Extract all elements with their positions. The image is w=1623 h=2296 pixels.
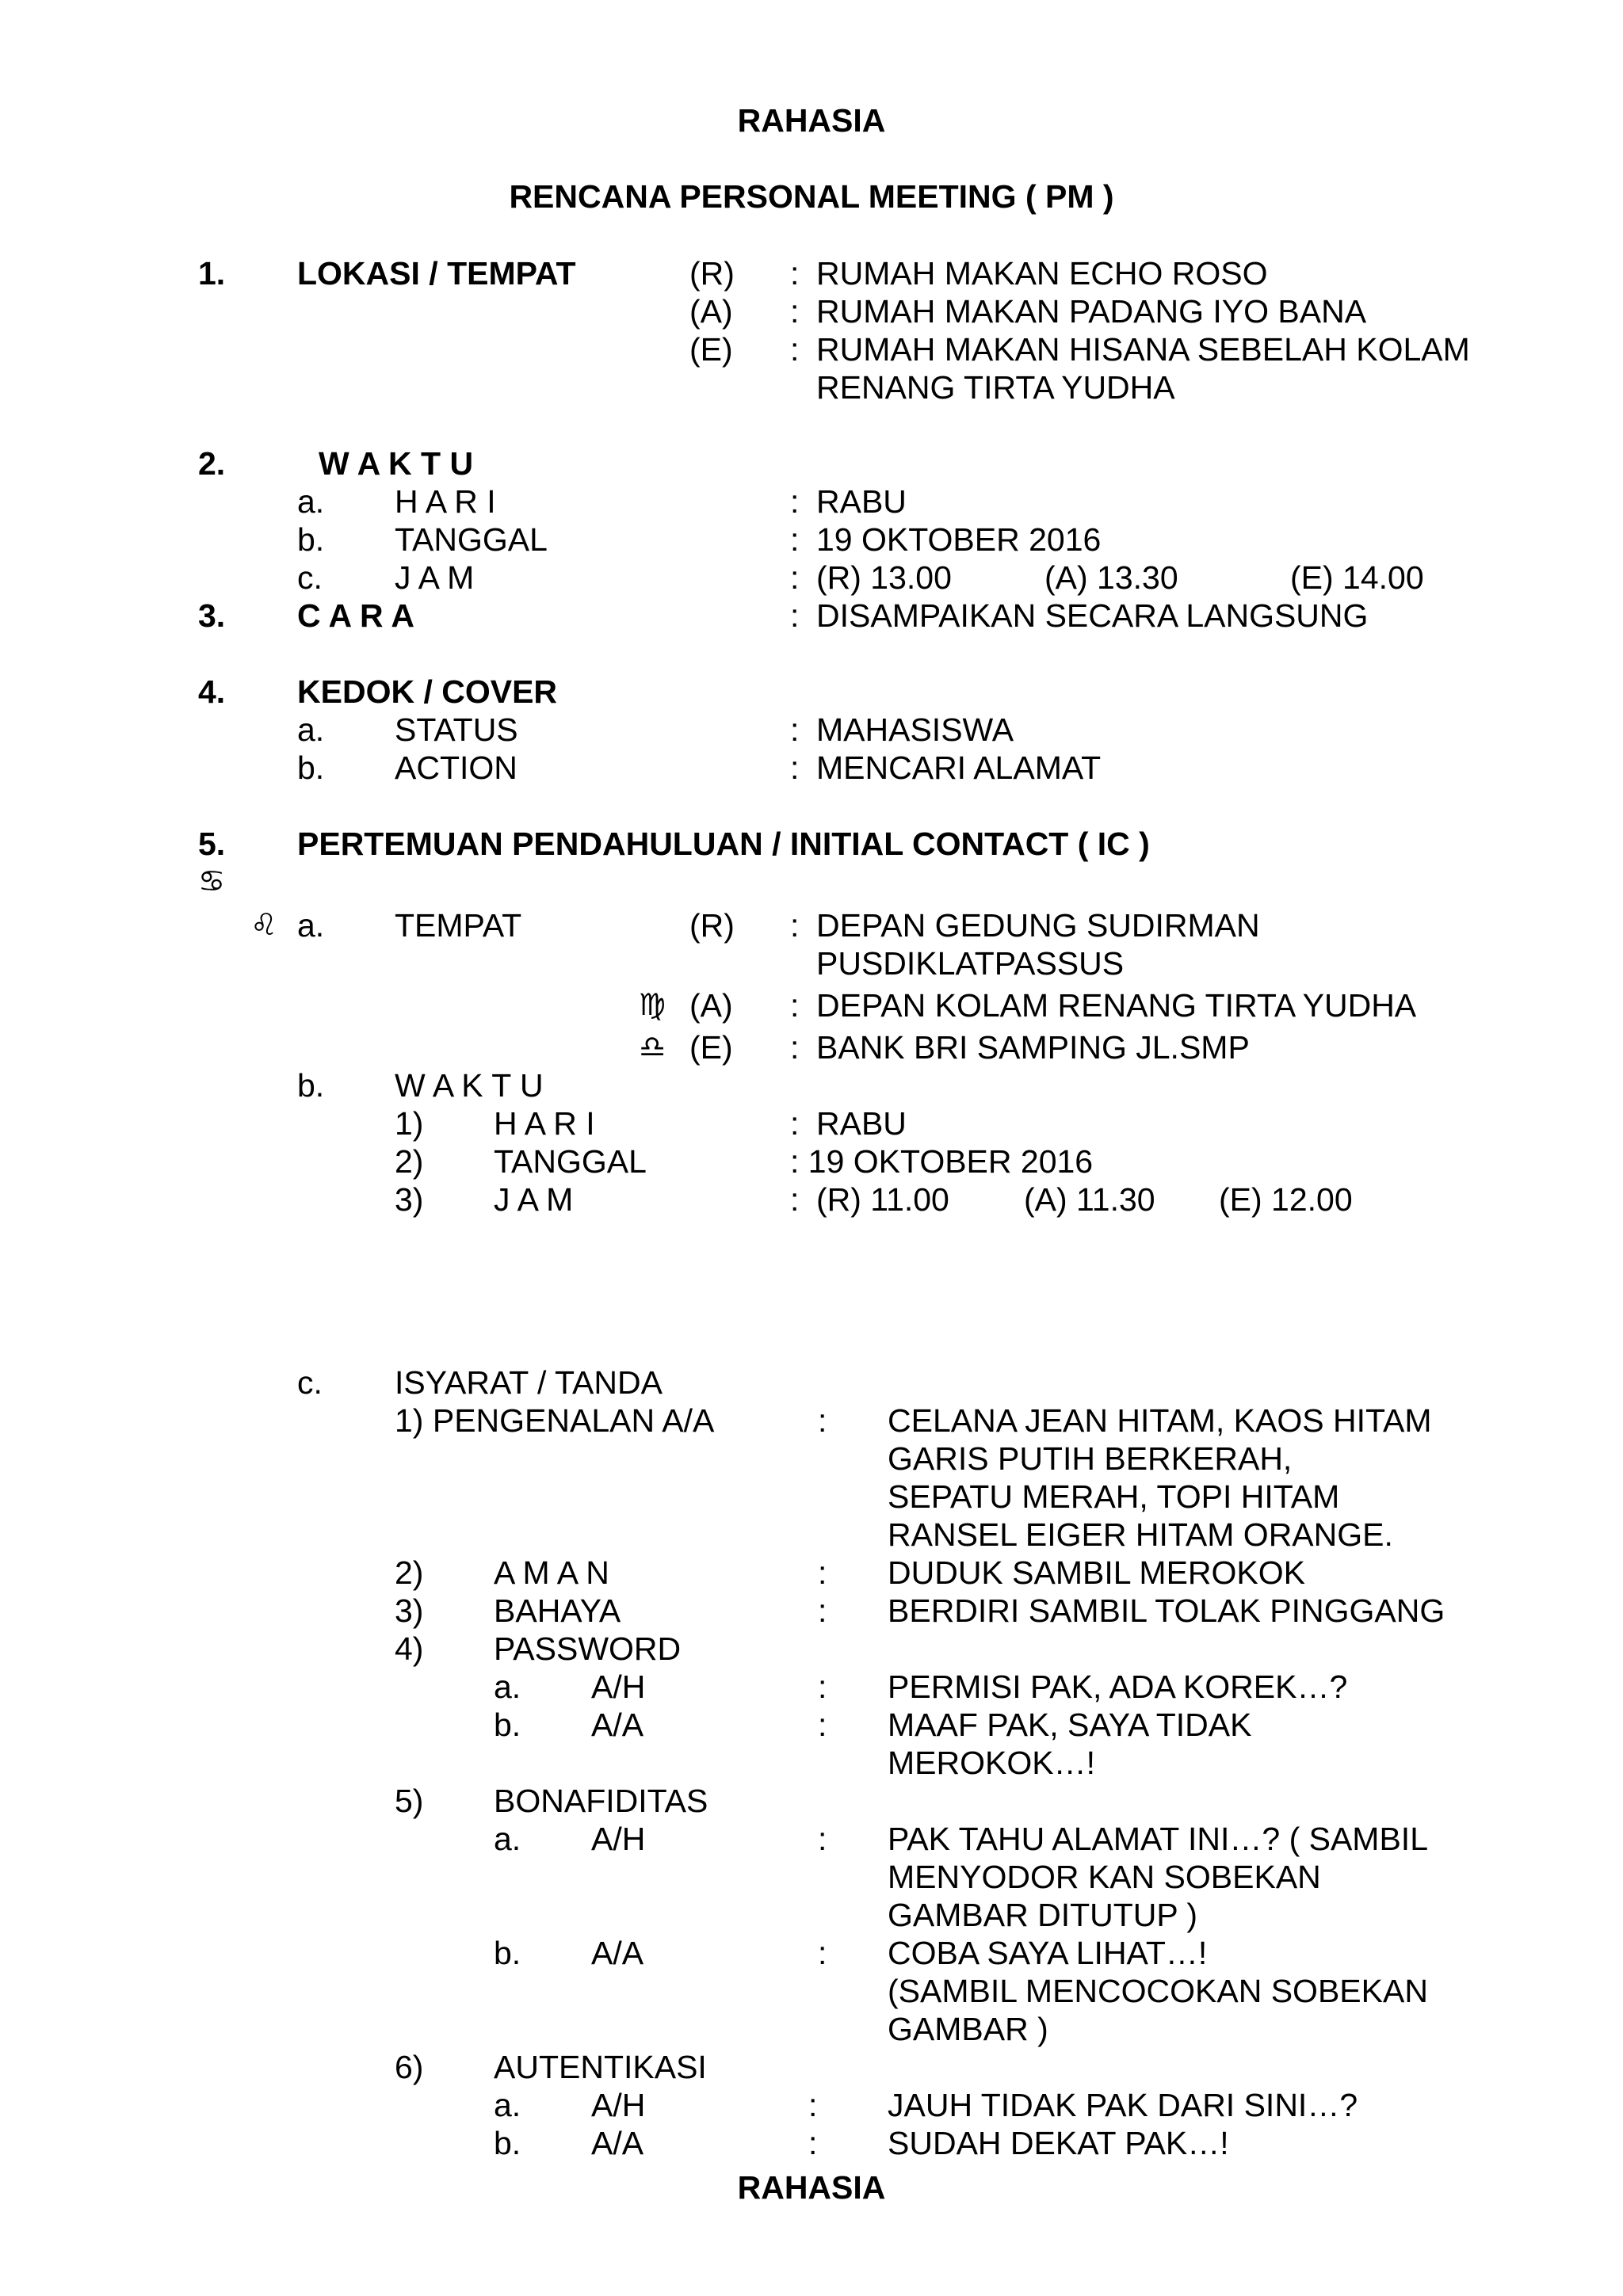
subitem-label-autentikasi: AUTENTIKASI <box>494 2049 707 2085</box>
item-letter: a. <box>297 483 325 520</box>
colon: : <box>790 711 800 748</box>
colon: : <box>818 1935 827 1971</box>
bonafiditas-line: GAMBAR ) <box>888 2011 1048 2047</box>
item-label-jam: J A M <box>395 559 475 596</box>
colon: : <box>790 559 800 596</box>
item-label-action: ACTION <box>395 749 517 786</box>
password-line: MEROKOK…! <box>888 1745 1095 1781</box>
colon: : <box>790 293 800 330</box>
item-value-action: MENCARI ALAMAT <box>816 749 1102 786</box>
section-heading-lokasi: LOKASI / TEMPAT <box>297 255 576 292</box>
subitem-number: 6) <box>395 2049 424 2085</box>
pengenalan-line: CELANA JEAN HITAM, KAOS HITAM <box>888 1402 1432 1439</box>
colon: : <box>790 749 800 786</box>
speaker: A/H <box>591 2087 646 2123</box>
subitem-value-hari: RABU <box>816 1105 907 1142</box>
subitem-label-jam: J A M <box>494 1181 574 1218</box>
colon: : <box>790 907 800 944</box>
colon: : <box>808 2125 818 2161</box>
place-value-a: DEPAN KOLAM RENANG TIRTA YUDHA <box>816 987 1417 1024</box>
pengenalan-line: RANSEL EIGER HITAM ORANGE. <box>888 1516 1393 1553</box>
subitem-value-tanggal: : 19 OKTOBER 2016 <box>790 1143 1094 1180</box>
sub-letter: b. <box>494 1935 521 1971</box>
location-value-a: RUMAH MAKAN PADANG IYO BANA <box>816 293 1367 330</box>
virgo-symbol-icon: ♍ <box>639 987 666 1022</box>
autentikasi-line: JAUH TIDAK PAK DARI SINI…? <box>888 2087 1358 2123</box>
subitem-number: 2) <box>395 1554 424 1591</box>
time-a: (A) 11.30 <box>1024 1181 1155 1218</box>
speaker: A/H <box>591 1821 646 1857</box>
section-heading-cara: C A R A <box>297 597 415 634</box>
place-code-a: (A) <box>689 987 733 1024</box>
subitem-label-bahaya: BAHAYA <box>494 1592 621 1629</box>
item-label-isyarat: ISYARAT / TANDA <box>395 1364 663 1401</box>
colon: : <box>818 1554 827 1591</box>
time-r: (R) 13.00 <box>816 559 952 596</box>
item-letter: c. <box>297 1364 323 1401</box>
section-number: 5. <box>198 826 226 862</box>
time-e: (E) 12.00 <box>1219 1181 1353 1218</box>
subitem-value-aman: DUDUK SAMBIL MEROKOK <box>888 1554 1306 1591</box>
colon: : <box>818 1707 827 1743</box>
password-line: PERMISI PAK, ADA KOREK…? <box>888 1669 1348 1705</box>
section-number: 4. <box>198 673 226 710</box>
section-heading-waktu: W A K T U <box>319 445 474 482</box>
leo-symbol-icon: ♌ <box>250 907 278 942</box>
subitem-number: 2) <box>395 1143 424 1180</box>
cancer-symbol-icon: ♋ <box>198 864 226 898</box>
section-heading-pertemuan: PERTEMUAN PENDAHULUAN / INITIAL CONTACT ( IC ) <box>297 826 1150 862</box>
colon: : <box>818 1669 827 1705</box>
password-line: MAAF PAK, SAYA TIDAK <box>888 1707 1252 1743</box>
location-value-e: RUMAH MAKAN HISANA SEBELAH KOLAM <box>816 331 1470 368</box>
location-code-e: (E) <box>689 331 733 368</box>
item-label-tempat: TEMPAT <box>395 907 522 944</box>
colon: : <box>790 1029 800 1066</box>
place-value-r: DEPAN GEDUNG SUDIRMAN <box>816 907 1260 944</box>
cara-value: DISAMPAIKAN SECARA LANGSUNG <box>816 597 1369 634</box>
item-label-status: STATUS <box>395 711 518 748</box>
speaker: A/A <box>591 2125 644 2161</box>
time-e: (E) 14.00 <box>1290 559 1424 596</box>
bonafiditas-line: PAK TAHU ALAMAT INI…? ( SAMBIL <box>888 1821 1429 1857</box>
item-label-waktu: W A K T U <box>395 1067 544 1104</box>
item-letter: a. <box>297 711 325 748</box>
place-value-e: BANK BRI SAMPING JL.SMP <box>816 1029 1250 1066</box>
subitem-label-tanggal: TANGGAL <box>494 1143 647 1180</box>
time-a: (A) 13.30 <box>1044 559 1178 596</box>
item-label-tanggal: TANGGAL <box>395 521 548 558</box>
colon: : <box>790 1105 800 1142</box>
location-value-r: RUMAH MAKAN ECHO ROSO <box>816 255 1268 292</box>
bonafiditas-line: COBA SAYA LIHAT…! <box>888 1935 1208 1971</box>
time-r: (R) 11.00 <box>816 1181 949 1218</box>
subitem-label-bonafiditas: BONAFIDITAS <box>494 1783 708 1819</box>
colon: : <box>790 255 800 292</box>
place-code-e: (E) <box>689 1029 733 1066</box>
libra-symbol-icon: ♎ <box>639 1029 666 1064</box>
place-code-r: (R) <box>689 907 735 944</box>
item-value-tanggal: 19 OKTOBER 2016 <box>816 521 1102 558</box>
subitem-number: 1) <box>395 1105 424 1142</box>
subitem-number: 3) <box>395 1181 424 1218</box>
sub-letter: a. <box>494 1821 521 1857</box>
footer-classification: RAHASIA <box>737 2169 886 2206</box>
subitem-number: 5) <box>395 1783 424 1819</box>
bonafiditas-line: (SAMBIL MENCOCOKAN SOBEKAN <box>888 1973 1428 2009</box>
item-value-hari: RABU <box>816 483 907 520</box>
pengenalan-line: SEPATU MERAH, TOPI HITAM <box>888 1478 1340 1515</box>
bonafiditas-line: MENYODOR KAN SOBEKAN <box>888 1859 1321 1895</box>
colon: : <box>818 1821 827 1857</box>
page-title: RENCANA PERSONAL MEETING ( PM ) <box>509 178 1114 215</box>
sub-letter: a. <box>494 1669 521 1705</box>
speaker: A/A <box>591 1707 644 1743</box>
item-value-status: MAHASISWA <box>816 711 1014 748</box>
item-letter: b. <box>297 521 325 558</box>
location-code-r: (R) <box>689 255 735 292</box>
subitem-number: 4) <box>395 1630 424 1667</box>
colon: : <box>790 521 800 558</box>
subitem-number: 3) <box>395 1592 424 1629</box>
subitem-label-pengenalan: 1) PENGENALAN A/A <box>395 1402 715 1439</box>
bonafiditas-line: GAMBAR DITUTUP ) <box>888 1897 1198 1933</box>
item-letter: c. <box>297 559 323 596</box>
colon: : <box>790 1181 800 1218</box>
item-letter: a. <box>297 907 325 944</box>
sub-letter: b. <box>494 2125 521 2161</box>
location-value-e-cont: RENANG TIRTA YUDHA <box>816 369 1175 406</box>
colon: : <box>790 483 800 520</box>
colon: : <box>790 597 800 634</box>
header-classification: RAHASIA <box>737 102 886 139</box>
section-number: 3. <box>198 597 226 634</box>
colon: : <box>790 331 800 368</box>
autentikasi-line: SUDAH DEKAT PAK…! <box>888 2125 1229 2161</box>
colon: : <box>790 987 800 1024</box>
subitem-value-bahaya: BERDIRI SAMBIL TOLAK PINGGANG <box>888 1592 1445 1629</box>
pengenalan-line: GARIS PUTIH BERKERAH, <box>888 1440 1293 1477</box>
section-number: 2. <box>198 445 226 482</box>
speaker: A/A <box>591 1935 644 1971</box>
place-value-r-cont: PUSDIKLATPASSUS <box>816 945 1125 982</box>
subitem-label-hari: H A R I <box>494 1105 595 1142</box>
colon: : <box>808 2087 818 2123</box>
section-heading-kedok: KEDOK / COVER <box>297 673 558 710</box>
speaker: A/H <box>591 1669 646 1705</box>
colon: : <box>818 1402 827 1439</box>
subitem-label-aman: A M A N <box>494 1554 609 1591</box>
section-number: 1. <box>198 255 226 292</box>
sub-letter: a. <box>494 2087 521 2123</box>
subitem-label-password: PASSWORD <box>494 1630 682 1667</box>
location-code-a: (A) <box>689 293 733 330</box>
colon: : <box>818 1592 827 1629</box>
item-letter: b. <box>297 749 325 786</box>
item-label-hari: H A R I <box>395 483 496 520</box>
sub-letter: b. <box>494 1707 521 1743</box>
item-letter: b. <box>297 1067 325 1104</box>
